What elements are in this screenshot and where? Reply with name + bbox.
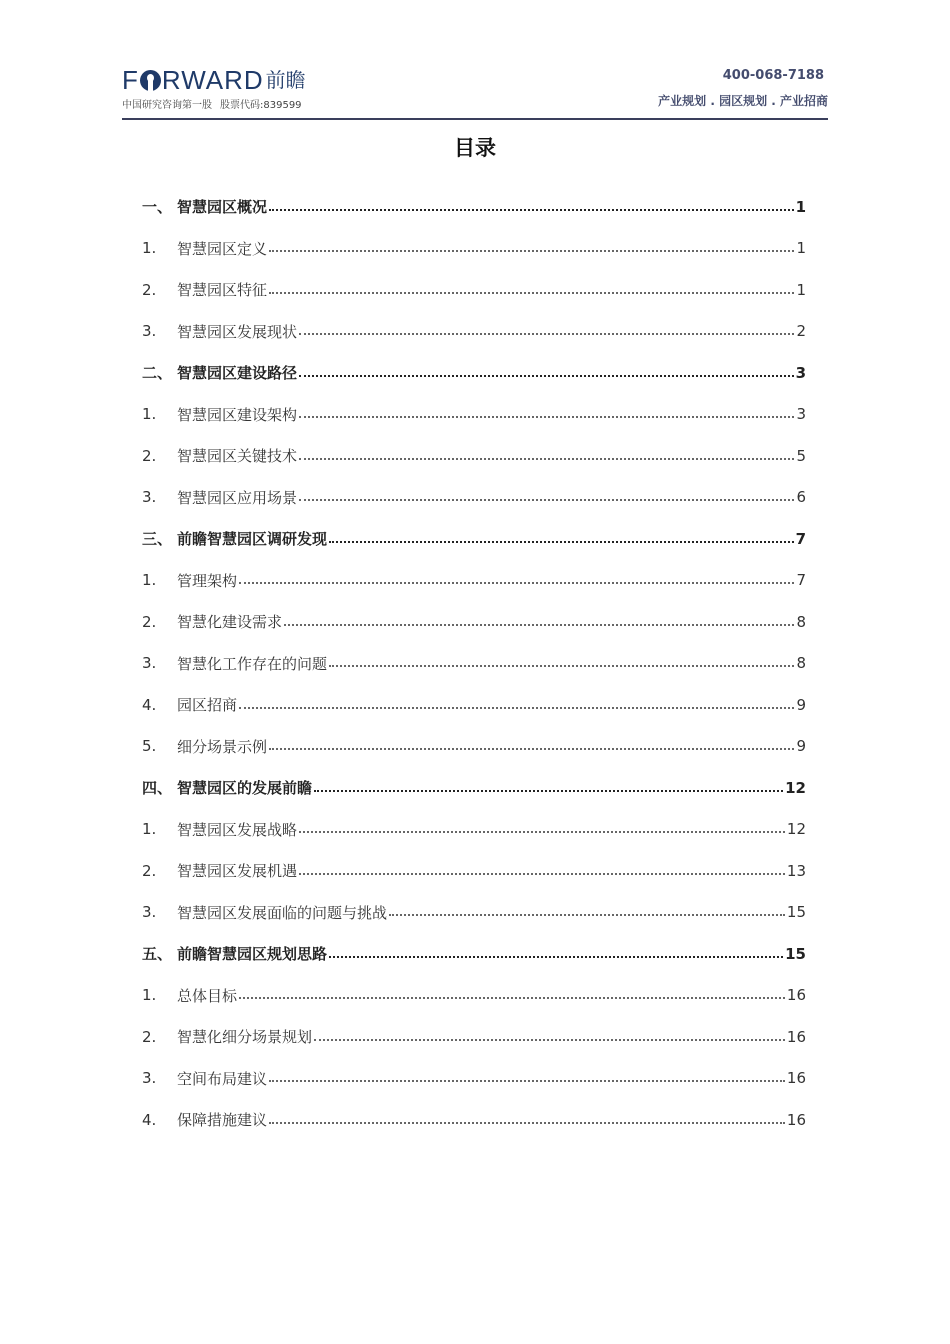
toc-page-number: 16 — [786, 1069, 806, 1088]
toc-number: 2. — [142, 446, 157, 465]
dot-leader — [269, 292, 794, 294]
forward-logo — [122, 66, 306, 94]
toc-text: 智慧化细分场景规划 — [177, 1028, 313, 1047]
toc-page-number: 1 — [796, 239, 806, 258]
toc-section[interactable] — [142, 311, 806, 353]
logo-letter-f: F — [122, 65, 139, 95]
toc-number: 一、 — [142, 198, 173, 217]
toc-number: 1. — [142, 239, 157, 258]
toc-section[interactable] — [142, 1058, 806, 1100]
dot-leader — [299, 416, 794, 418]
dot-leader — [329, 541, 794, 543]
toc-text: 智慧园区发展现状 — [177, 322, 298, 341]
toc-page-number: 6 — [796, 488, 806, 507]
toc-page-number: 2 — [796, 322, 806, 341]
toc-number: 3. — [142, 488, 157, 507]
toc-page-number: 7 — [796, 571, 806, 590]
toc-section[interactable] — [142, 269, 806, 311]
dot-leader — [269, 1122, 785, 1124]
page-header — [122, 64, 828, 120]
toc-section[interactable] — [142, 560, 806, 602]
dot-leader — [269, 748, 794, 750]
toc-number: 四、 — [142, 779, 173, 798]
toc-text: 园区招商 — [177, 696, 238, 715]
stock-code: 股票代码:839599 — [220, 100, 302, 111]
toc-text: 智慧园区的发展前瞻 — [177, 779, 313, 798]
toc-number: 1. — [142, 405, 157, 424]
toc-section[interactable] — [142, 394, 806, 436]
globe-icon — [140, 70, 161, 91]
toc-page-number: 9 — [796, 695, 806, 714]
toc-text: 智慧园区发展机遇 — [177, 862, 298, 881]
dot-leader — [299, 333, 794, 335]
toc-page-number: 16 — [786, 1110, 806, 1129]
toc-text: 智慧园区关键技术 — [177, 447, 298, 466]
toc-chapter[interactable] — [142, 767, 806, 809]
dot-leader — [329, 665, 794, 667]
toc-number: 三、 — [142, 530, 173, 549]
toc-text: 保障措施建议 — [177, 1111, 268, 1130]
dot-leader — [299, 873, 785, 875]
toc-page-number: 1 — [795, 197, 806, 216]
toc-text: 智慧园区定义 — [177, 239, 268, 258]
dot-leader — [239, 707, 794, 709]
toc-section[interactable] — [142, 975, 806, 1017]
toc-title: 目录 — [454, 136, 496, 160]
toc-page-number: 8 — [796, 654, 806, 673]
dot-leader — [314, 1039, 785, 1041]
toc-text: 细分场景示例 — [177, 737, 268, 756]
toc-section[interactable] — [142, 684, 806, 726]
toc-text: 管理架构 — [177, 571, 238, 590]
dot-leader — [239, 582, 794, 584]
toc-chapter[interactable] — [142, 186, 806, 228]
phone-number: 400-068-7188 — [722, 68, 824, 83]
toc-text: 智慧园区应用场景 — [177, 488, 298, 507]
toc-number: 4. — [142, 1110, 157, 1129]
toc-number: 4. — [142, 695, 157, 714]
toc-number: 2. — [142, 280, 157, 299]
toc-page-number: 12 — [786, 820, 806, 839]
dot-leader — [299, 499, 794, 501]
toc-number: 3. — [142, 654, 157, 673]
dot-leader — [269, 250, 794, 252]
toc-text: 智慧化工作存在的问题 — [177, 654, 328, 673]
toc-page-number: 8 — [796, 612, 806, 631]
dot-leader — [314, 790, 783, 792]
toc-chapter[interactable] — [142, 933, 806, 975]
toc-page-number: 16 — [786, 986, 806, 1005]
toc-number: 3. — [142, 322, 157, 341]
toc-section[interactable] — [142, 477, 806, 519]
toc-chapter[interactable] — [142, 352, 806, 394]
dot-leader — [239, 997, 785, 999]
dot-leader — [269, 1080, 785, 1082]
dot-leader — [299, 831, 785, 833]
toc-text: 总体目标 — [177, 986, 238, 1005]
dot-leader — [299, 375, 794, 377]
toc-number: 二、 — [142, 364, 173, 383]
toc-section[interactable] — [142, 643, 806, 685]
dot-leader — [389, 914, 785, 916]
toc-section[interactable] — [142, 1099, 806, 1141]
toc-section[interactable] — [142, 435, 806, 477]
toc-page-number: 16 — [786, 1027, 806, 1046]
toc-text: 智慧化建设需求 — [177, 613, 283, 632]
toc-section[interactable] — [142, 228, 806, 270]
toc-section[interactable] — [142, 1016, 806, 1058]
dot-leader — [284, 624, 794, 626]
toc-page-number: 1 — [796, 280, 806, 299]
services-line: 产业规划 . 园区规划 . 产业招商 — [658, 94, 828, 108]
toc-text: 智慧园区特征 — [177, 281, 268, 300]
logo-letters-rward: RWARD — [161, 65, 264, 95]
table-of-contents — [142, 186, 806, 1141]
toc-number: 1. — [142, 571, 157, 590]
toc-number: 1. — [142, 986, 157, 1005]
toc-text: 前瞻智慧园区规划思路 — [177, 945, 328, 964]
toc-number: 3. — [142, 1069, 157, 1088]
toc-number: 五、 — [142, 945, 173, 964]
toc-chapter[interactable] — [142, 518, 806, 560]
toc-text: 智慧园区建设架构 — [177, 405, 298, 424]
toc-section[interactable] — [142, 601, 806, 643]
toc-text: 智慧园区概况 — [177, 198, 268, 217]
toc-text: 空间布局建议 — [177, 1069, 268, 1088]
toc-number: 3. — [142, 903, 157, 922]
dot-leader — [299, 458, 794, 460]
toc-page-number: 12 — [785, 778, 806, 797]
toc-page-number: 15 — [786, 903, 806, 922]
logo-chinese-name: 前瞻 — [265, 68, 306, 92]
toc-page-number: 3 — [795, 363, 806, 382]
dot-leader — [269, 209, 794, 211]
company-tagline — [122, 96, 302, 111]
toc-page-number: 9 — [796, 737, 806, 756]
toc-page-number: 15 — [785, 944, 806, 963]
toc-page-number: 7 — [795, 529, 806, 548]
toc-page-number: 3 — [796, 405, 806, 424]
toc-text: 智慧园区发展面临的问题与挑战 — [177, 903, 388, 922]
toc-section[interactable] — [142, 850, 806, 892]
toc-page-number: 13 — [786, 861, 806, 880]
toc-text: 智慧园区建设路径 — [177, 364, 298, 383]
toc-section[interactable] — [142, 809, 806, 851]
toc-text: 智慧园区发展战略 — [177, 820, 298, 839]
toc-number: 1. — [142, 820, 157, 839]
tagline-text: 中国研究咨询第一股 — [122, 100, 212, 111]
dot-leader — [329, 956, 783, 958]
toc-number: 2. — [142, 1027, 157, 1046]
toc-number: 5. — [142, 737, 157, 756]
toc-text: 前瞻智慧园区调研发现 — [177, 530, 328, 549]
toc-page-number: 5 — [796, 446, 806, 465]
toc-number: 2. — [142, 612, 157, 631]
toc-section[interactable] — [142, 726, 806, 768]
toc-section[interactable] — [142, 892, 806, 934]
toc-number: 2. — [142, 861, 157, 880]
